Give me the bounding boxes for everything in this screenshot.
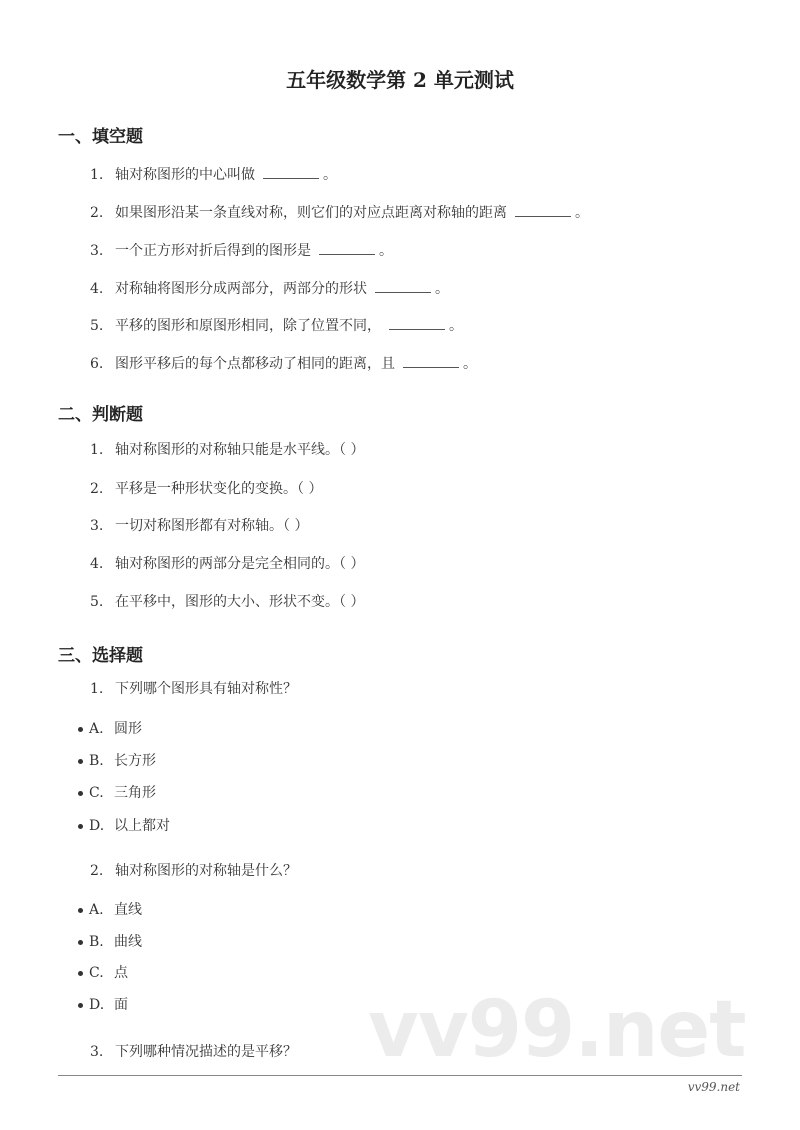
question-text: 轴对称图形的两部分是完全相同的。（ ） bbox=[115, 556, 365, 572]
question-end: 。 bbox=[463, 356, 477, 372]
question-number: 1. bbox=[90, 442, 104, 458]
option-text: 曲线 bbox=[114, 934, 142, 950]
question-text: 下列哪个图形具有轴对称性？ bbox=[115, 681, 297, 697]
footer-text: vv99.net bbox=[687, 1080, 740, 1094]
option-letter: B. bbox=[89, 753, 104, 769]
question-text: 平移的图形和原图形相同，除了位置不同， bbox=[115, 318, 381, 334]
question-text: 图形平移后的每个点都移动了相同的距离，且 bbox=[115, 356, 395, 372]
judge-question bbox=[90, 554, 364, 574]
option-text: 圆形 bbox=[114, 721, 142, 737]
question-text: 一切对称图形都有对称轴。（ ） bbox=[115, 518, 309, 534]
question-text: 对称轴将图形分成两部分，两部分的形状 bbox=[115, 281, 367, 297]
bullet-icon bbox=[78, 940, 83, 945]
question-text: 轴对称图形的对称轴是什么？ bbox=[115, 863, 297, 879]
bullet-icon bbox=[78, 824, 83, 829]
fill-question bbox=[90, 278, 449, 299]
question-end: 。 bbox=[323, 167, 337, 183]
answer-blank[interactable] bbox=[389, 315, 445, 330]
judge-question bbox=[90, 516, 308, 536]
question-text: 一个正方形对折后得到的图形是 bbox=[115, 243, 311, 259]
answer-blank[interactable] bbox=[515, 202, 571, 217]
judge-question bbox=[90, 479, 322, 499]
option-text: 以上都对 bbox=[114, 818, 170, 834]
question-number: 6. bbox=[90, 356, 104, 372]
bullet-icon bbox=[78, 727, 83, 732]
question-number: 3. bbox=[90, 243, 104, 259]
question-number: 1. bbox=[90, 167, 104, 183]
option-text: 直线 bbox=[114, 902, 142, 918]
option-text: 三角形 bbox=[114, 785, 156, 801]
section-heading-choice: 三、选择题 bbox=[58, 646, 143, 666]
question-text: 平移是一种形状变化的变换。（ ） bbox=[115, 481, 323, 497]
answer-blank[interactable] bbox=[403, 353, 459, 368]
question-number: 3. bbox=[90, 518, 104, 534]
fill-question bbox=[90, 164, 337, 185]
answer-blank[interactable] bbox=[319, 240, 375, 255]
bullet-icon bbox=[78, 908, 83, 913]
question-number: 2. bbox=[90, 863, 104, 879]
choice-question bbox=[90, 679, 297, 699]
question-number: 3. bbox=[90, 1044, 104, 1060]
question-text: 下列哪种情况描述的是平移？ bbox=[115, 1044, 297, 1060]
question-text: 轴对称图形的中心叫做 bbox=[115, 167, 255, 183]
question-number: 5. bbox=[90, 318, 104, 334]
question-number: 2. bbox=[90, 205, 104, 221]
watermark: vv99.net bbox=[368, 985, 746, 1075]
judge-question bbox=[90, 592, 364, 612]
fill-question bbox=[90, 240, 393, 261]
fill-question bbox=[90, 202, 589, 223]
option-letter: C. bbox=[89, 785, 104, 801]
judge-question bbox=[90, 440, 364, 460]
section-heading-fill: 一、填空题 bbox=[58, 127, 143, 147]
option-text: 长方形 bbox=[114, 753, 156, 769]
choice-option[interactable] bbox=[78, 751, 156, 771]
choice-option[interactable] bbox=[78, 816, 170, 836]
option-letter: C. bbox=[89, 965, 104, 981]
choice-option[interactable] bbox=[78, 900, 142, 920]
question-end: 。 bbox=[575, 205, 589, 221]
bullet-icon bbox=[78, 1003, 83, 1008]
bullet-icon bbox=[78, 791, 83, 796]
answer-blank[interactable] bbox=[375, 278, 431, 293]
choice-option[interactable] bbox=[78, 995, 128, 1015]
footer-divider bbox=[58, 1075, 742, 1076]
question-text: 在平移中，图形的大小、形状不变。（ ） bbox=[115, 594, 365, 610]
question-number: 4. bbox=[90, 281, 104, 297]
question-number: 2. bbox=[90, 481, 104, 497]
answer-blank[interactable] bbox=[263, 164, 319, 179]
question-text: 轴对称图形的对称轴只能是水平线。（ ） bbox=[115, 442, 365, 458]
question-number: 1. bbox=[90, 681, 104, 697]
choice-option[interactable] bbox=[78, 932, 142, 952]
choice-question bbox=[90, 1042, 297, 1062]
question-end: 。 bbox=[435, 281, 449, 297]
fill-question bbox=[90, 315, 463, 336]
question-number: 4. bbox=[90, 556, 104, 572]
option-letter: D. bbox=[89, 997, 105, 1013]
choice-option[interactable] bbox=[78, 719, 142, 739]
option-letter: A. bbox=[89, 902, 104, 918]
choice-option[interactable] bbox=[78, 963, 128, 983]
option-text: 点 bbox=[114, 965, 128, 981]
choice-option[interactable] bbox=[78, 783, 156, 803]
option-letter: B. bbox=[89, 934, 104, 950]
question-number: 5. bbox=[90, 594, 104, 610]
bullet-icon bbox=[78, 971, 83, 976]
fill-question bbox=[90, 353, 477, 374]
question-end: 。 bbox=[379, 243, 393, 259]
question-end: 。 bbox=[449, 318, 463, 334]
option-letter: A. bbox=[89, 721, 104, 737]
bullet-icon bbox=[78, 759, 83, 764]
option-text: 面 bbox=[114, 997, 128, 1013]
option-letter: D. bbox=[89, 818, 105, 834]
section-heading-judge: 二、判断题 bbox=[58, 405, 143, 425]
page-title: 五年级数学第 2 单元测试 bbox=[286, 68, 514, 92]
choice-question bbox=[90, 861, 297, 881]
question-text: 如果图形沿某一条直线对称，则它们的对应点距离对称轴的距离 bbox=[115, 205, 507, 221]
